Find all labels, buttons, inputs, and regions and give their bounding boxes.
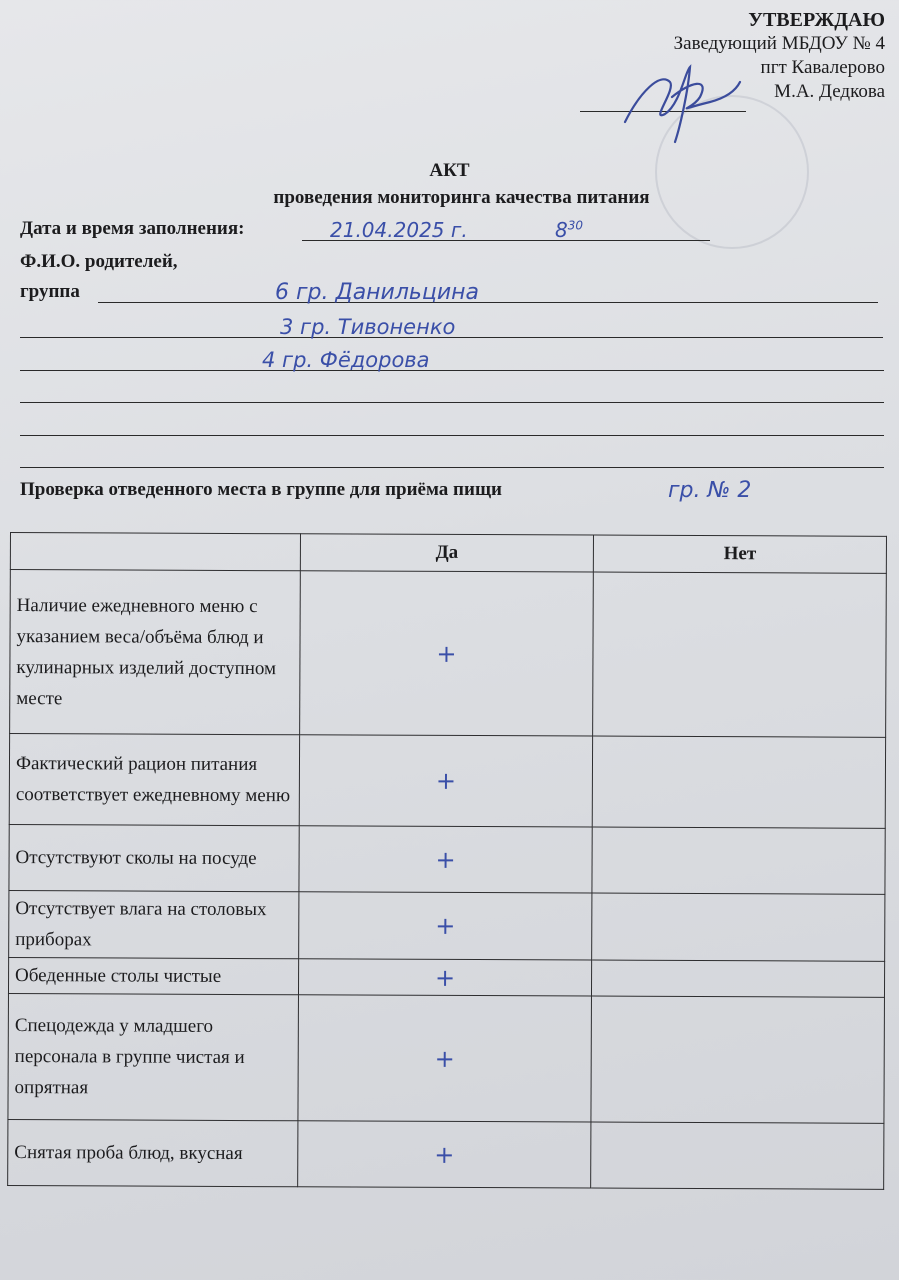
table-row — [10, 570, 887, 738]
group-line-5 — [20, 435, 884, 436]
yes-cell: + — [298, 959, 591, 996]
group-entry-3: 4 гр. Фёдорова — [262, 348, 430, 372]
yes-cell: + — [299, 826, 592, 893]
time-hour: 8 — [555, 218, 568, 242]
time-value — [555, 218, 583, 242]
no-cell — [592, 736, 885, 828]
approval-name: М.А. Дедкова — [774, 81, 885, 102]
group-line-3 — [20, 370, 884, 371]
no-cell — [593, 572, 887, 737]
parents-label: Ф.И.О. родителей, — [20, 251, 178, 272]
inspection-table — [7, 532, 887, 1190]
table-row — [8, 957, 884, 997]
approval-place: пгт Кавалерово — [760, 57, 885, 78]
criterion-cell: Отсутствуют сколы на посуде — [9, 824, 299, 891]
date-value: 21.04.2025 г. — [330, 218, 468, 242]
yes-cell: + — [299, 735, 592, 827]
group-line-6 — [20, 467, 884, 468]
no-cell — [591, 1122, 884, 1189]
handwritten-signature — [610, 52, 750, 147]
criterion-cell: Спецодежда у младшего персонала в группе чистая и опрятная — [8, 993, 299, 1120]
yes-cell: + — [300, 571, 594, 736]
criterion-cell: Фактический рацион питания соответствует ежедневному меню — [9, 734, 299, 826]
time-minutes: 30 — [567, 218, 584, 233]
table-row — [9, 890, 885, 961]
approval-title: УТВЕРЖДАЮ — [748, 9, 885, 31]
no-cell — [591, 996, 885, 1123]
yes-cell: + — [299, 892, 592, 960]
document-title: АКТ — [429, 160, 470, 181]
criterion-cell: Обеденные столы чистые — [8, 957, 298, 994]
table-header-row — [10, 533, 886, 574]
criterion-cell: Снятая проба блюд, вкусная — [8, 1119, 298, 1186]
group-line-1 — [98, 302, 878, 303]
header-no: Нет — [593, 535, 886, 573]
yes-cell: + — [298, 1121, 591, 1188]
group-note: гр. № 2 — [668, 478, 752, 503]
group-label: группа — [20, 281, 80, 302]
header-yes: Да — [300, 534, 593, 572]
table-row — [9, 734, 885, 829]
table-row — [9, 824, 885, 894]
no-cell — [592, 827, 885, 894]
criterion-cell: Отсутствует влага на столовых приборах — [9, 890, 299, 958]
approval-position: Заведующий МБДОУ № 4 — [673, 33, 885, 54]
section-title: Проверка отведенного места в группе для приёма пищи — [20, 479, 502, 500]
group-line-4 — [20, 402, 884, 403]
group-entry-1: 6 гр. Данильцина — [275, 280, 480, 305]
group-entry-2: 3 гр. Тивоненко — [280, 315, 456, 339]
document-subtitle: проведения мониторинга качества питания — [273, 187, 650, 208]
criterion-cell: Наличие ежедневного меню с указанием веса/объёма блюд и кулинарных изделий доступном месте — [10, 570, 301, 735]
table-row — [8, 1119, 884, 1189]
no-cell — [591, 960, 884, 997]
table-row — [8, 993, 885, 1123]
no-cell — [592, 893, 885, 961]
yes-cell: + — [298, 995, 592, 1122]
header-criterion — [10, 533, 300, 571]
date-label: Дата и время заполнения: — [20, 218, 245, 239]
